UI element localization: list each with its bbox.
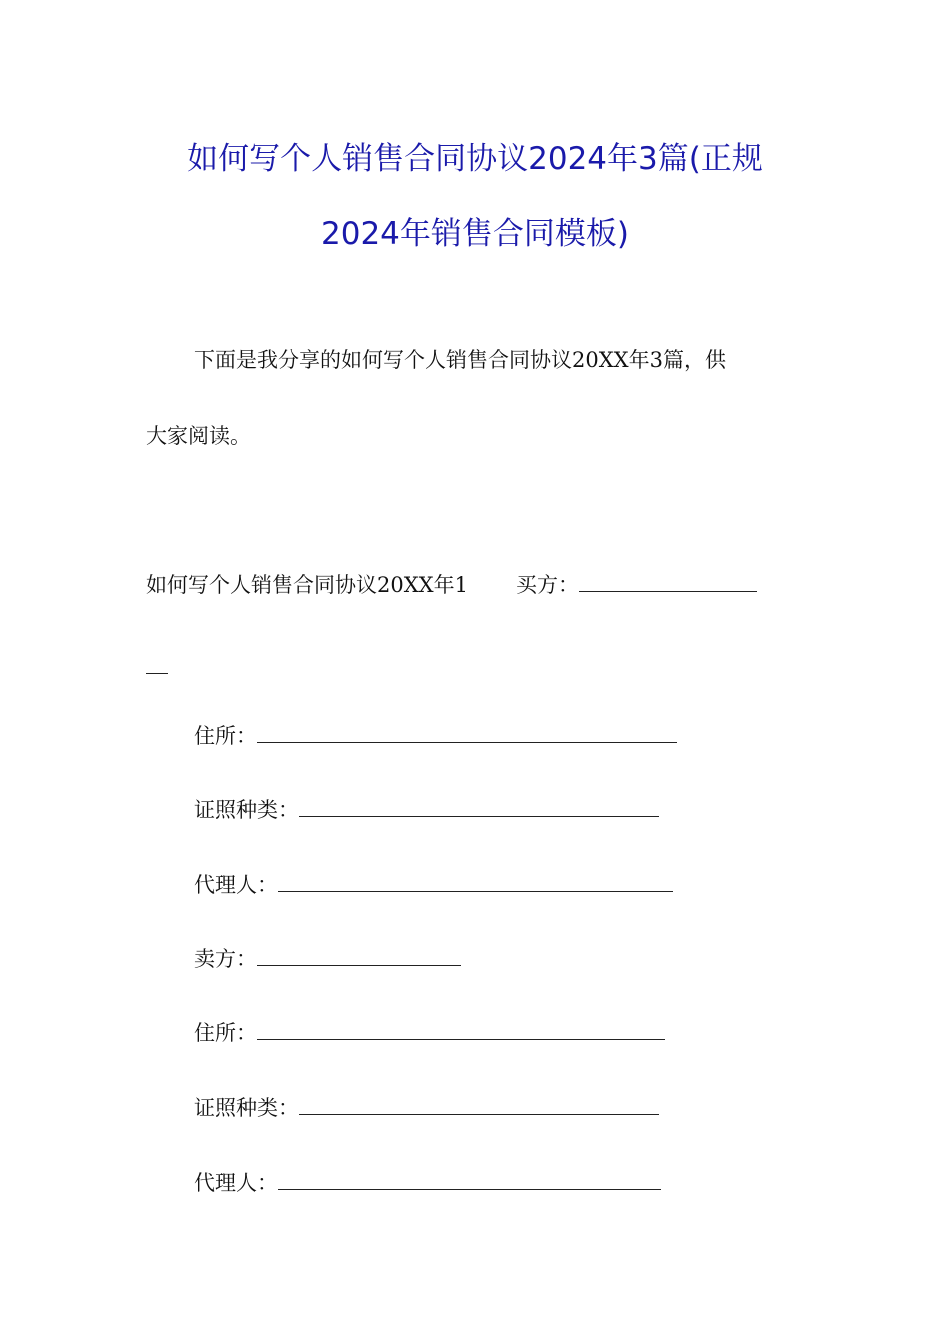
document-title-line-1: 如何写个人销售合同协议2024年3篇(正规 <box>187 141 763 177</box>
buyer-address-blank[interactable] <box>257 724 677 743</box>
seller-license-label: 证照种类： <box>194 1096 299 1120</box>
seller-license-field <box>194 1096 659 1119</box>
seller-label: 卖方： <box>194 947 257 971</box>
seller-agent-label: 代理人： <box>194 1171 278 1195</box>
buyer-address-field <box>194 724 677 747</box>
buyer-blank-line-tail[interactable] <box>146 655 168 674</box>
contract-section-heading: 如何写个人销售合同协议20XX年1 <box>146 573 468 597</box>
seller-agent-field <box>194 1171 661 1194</box>
seller-address-field <box>194 1021 665 1044</box>
buyer-license-blank[interactable] <box>299 798 659 817</box>
intro-paragraph-line-1: 下面是我分享的如何写个人销售合同协议20XX年3篇，供 <box>194 348 726 372</box>
seller-license-blank[interactable] <box>299 1096 659 1115</box>
buyer-blank-line-continuation <box>146 655 168 678</box>
buyer-agent-label: 代理人： <box>194 873 278 897</box>
document-title-line-2: 2024年销售合同模板) <box>321 216 629 252</box>
buyer-license-label: 证照种类： <box>194 798 299 822</box>
seller-field <box>194 947 461 970</box>
buyer-label: 买方： <box>515 573 579 597</box>
seller-agent-blank[interactable] <box>278 1171 661 1190</box>
buyer-agent-blank[interactable] <box>278 873 673 892</box>
buyer-blank-line[interactable] <box>579 573 757 592</box>
seller-blank[interactable] <box>257 947 461 966</box>
buyer-license-field <box>194 798 659 821</box>
buyer-agent-field <box>194 873 673 896</box>
seller-address-blank[interactable] <box>257 1021 665 1040</box>
intro-paragraph-line-2: 大家阅读。 <box>146 424 251 448</box>
buyer-address-label: 住所： <box>194 724 257 748</box>
contract-section-heading-row <box>146 573 757 596</box>
seller-address-label: 住所： <box>194 1021 257 1045</box>
